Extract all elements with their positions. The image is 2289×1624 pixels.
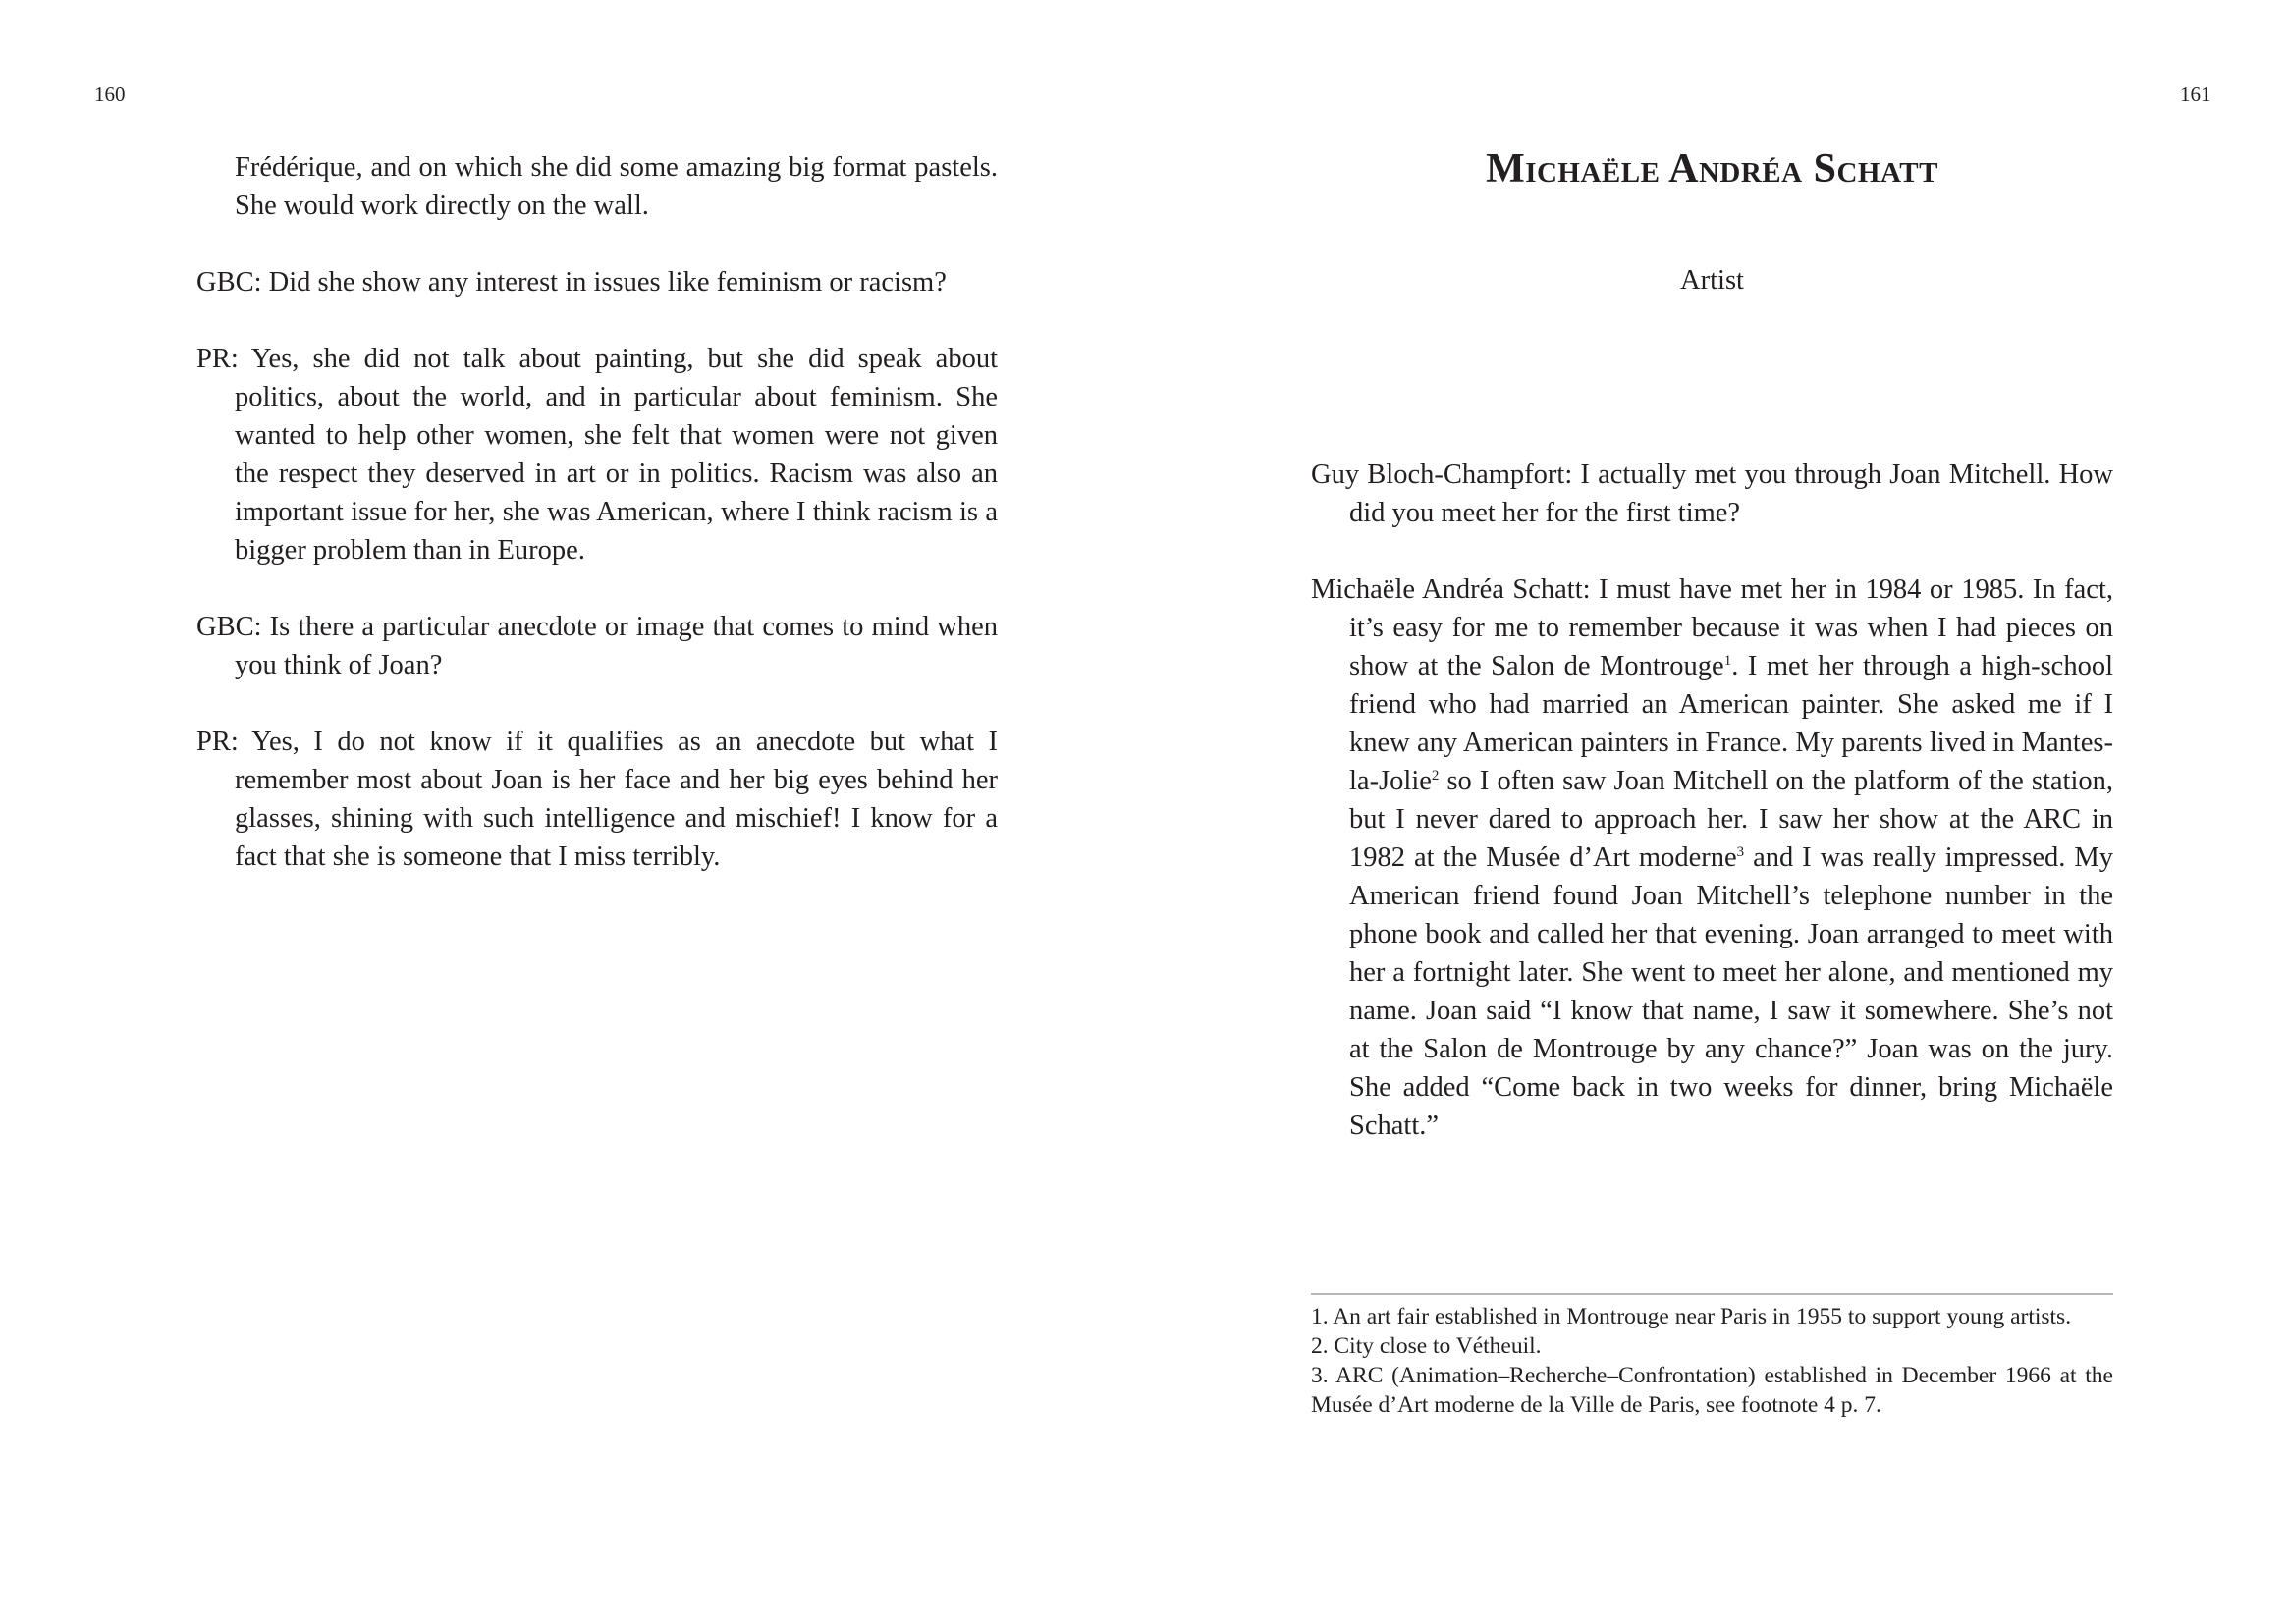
interview-answer (1311, 570, 2113, 1145)
right-page-body (1311, 456, 2113, 1183)
interview-question: Guy Bloch-Champfort: I actually met you through Joan Mitchell. How did you meet her for the first time? (1311, 460, 2113, 528)
continued-paragraph: Frédérique, and on which she did some amazing big format pastels. She would work directly on the wall. (235, 152, 998, 221)
footnote-1: 1. An art fair established in Montrouge near Paris in 1955 to support young artists. (1311, 1304, 2072, 1329)
footnotes (1311, 1302, 2113, 1420)
chapter-title: Michaële Andréa Schatt (1486, 146, 1938, 191)
left-page-body (196, 148, 998, 914)
footnote-3: 3. ARC (Animation–Recherche–Confrontation) established in December 1966 at the Musée d’Art moderne de la Ville de Paris, see footnote 4 p. 7. (1311, 1363, 2113, 1418)
footnote-divider (1311, 1293, 2113, 1295)
footnote-ref-1: 1 (1723, 653, 1732, 669)
page-number-right: 161 (2180, 82, 2211, 106)
answer-text: so I often saw Joan Mitchell on the platform of the station, but I never dared to approach her. I saw her show at the ARC in 1982 at the Musée d’Art moderne (1349, 766, 2113, 873)
answer-text: . I met her through a high-school friend who had married an American painter. She asked me if I knew any American painters in France. My parents lived in Mantes-la-Jolie (1349, 651, 2113, 796)
footnote-2: 2. City close to Vétheuil. (1311, 1333, 1542, 1359)
footnote-ref-2: 2 (1431, 768, 1440, 784)
interview-question: GBC: Did she show any interest in issues like feminism or racism? (196, 267, 947, 298)
interview-answer: PR: Yes, she did not talk about painting, but she did speak about politics, about the world, and in particular about feminism. She wanted to help other women, she felt that women were not given the respect they deserved in art or in politics. Racism was also an important issue for her, she was American, where I think racism is a bigger problem than in Europe. (196, 344, 998, 566)
page-number-left: 160 (94, 82, 126, 106)
interview-answer: PR: Yes, I do not know if it qualifies as an anecdote but what I remember most about Joan is her face and her big eyes behind her glasses, shining with such intelligence and mischief! I know for a fact that she is someone that I miss terribly. (196, 727, 998, 872)
footnote-ref-3: 3 (1736, 844, 1745, 860)
interview-question: GBC: Is there a particular anecdote or image that comes to mind when you think of Joan? (196, 612, 998, 680)
answer-text: and I was really impressed. My American friend found Joan Mitchell’s telephone number in the phone book and called her that evening. Joan arranged to meet with her a fortnight later. She went to meet her alone, and mentioned my name. Joan said “I know that name, I saw it somewhere. She’s not at the Salon de Montrouge by any chance?” Joan was on the jury. She added “Come back in two weeks for dinner, bring Michaële Schatt.” (1349, 842, 2113, 1141)
chapter-subtitle: Artist (1680, 265, 1744, 296)
answer-text: Michaële Andréa Schatt: I must have met her in 1984 or 1985. In fact, it’s easy for me to remember because it was when I had pieces on show at the Salon de Montrouge (1311, 574, 2113, 681)
